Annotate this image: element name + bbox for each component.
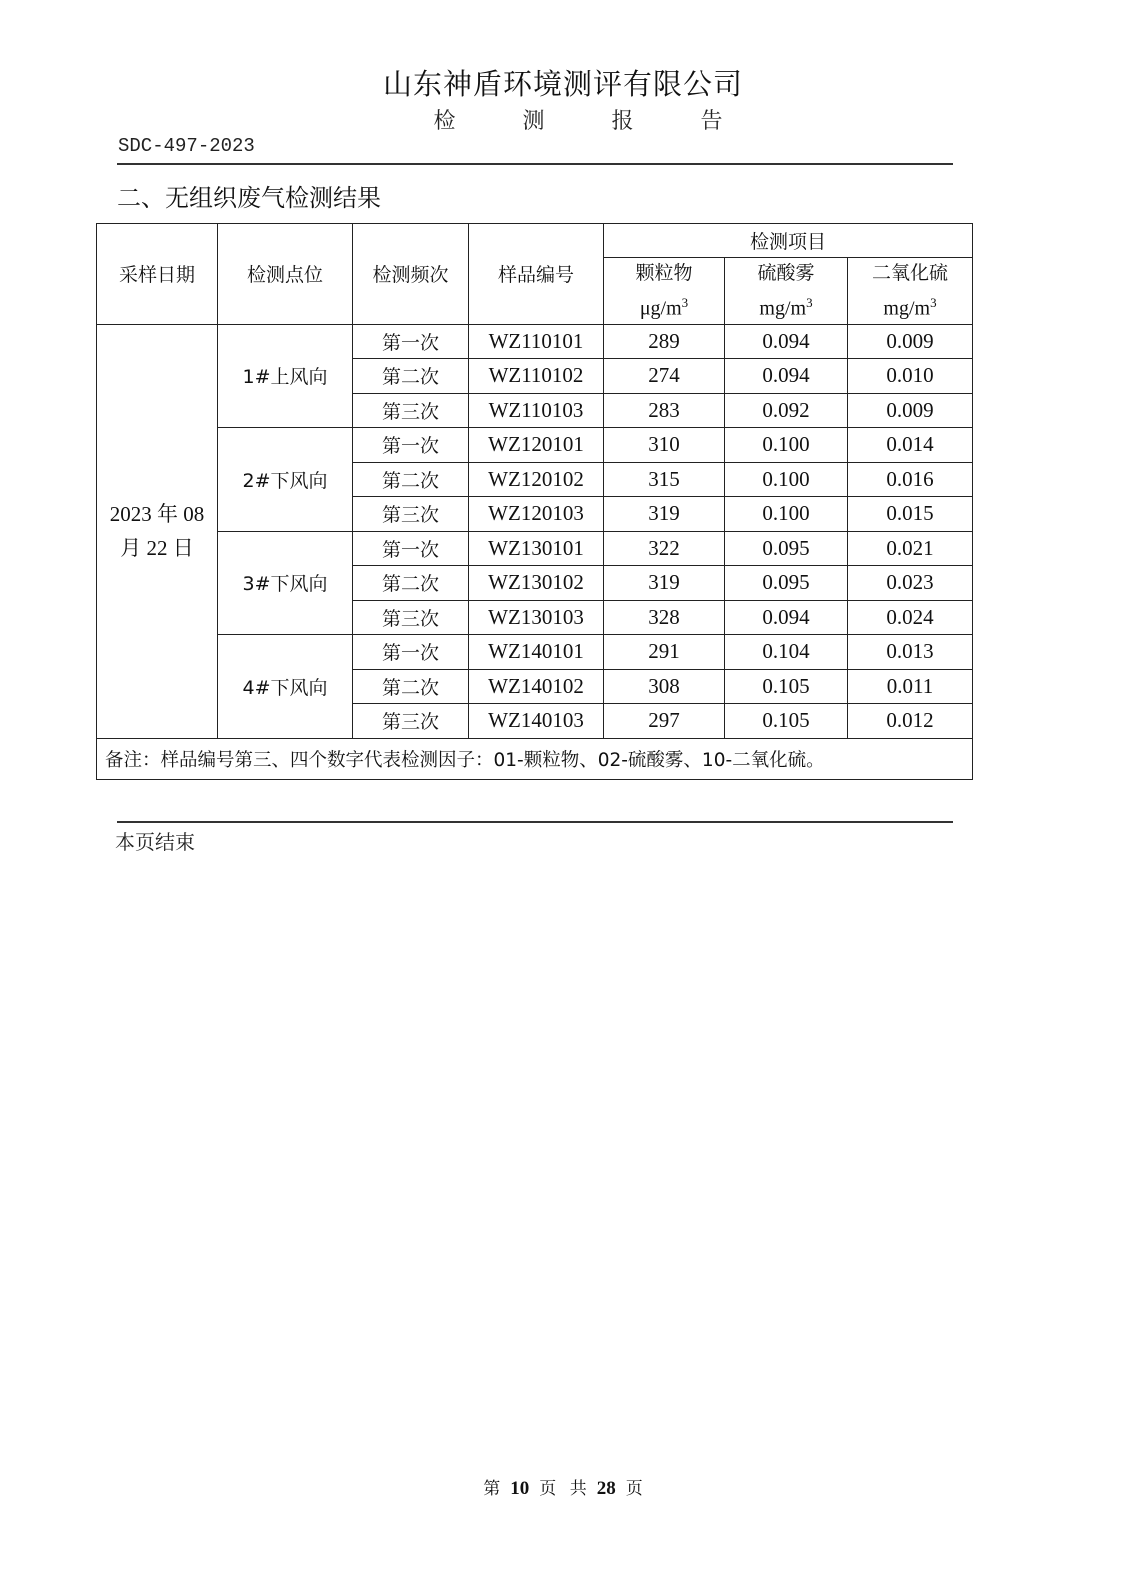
sample-id-cell: WZ140103 — [469, 704, 604, 739]
particulate-cell: 289 — [604, 324, 725, 359]
sampling-date-cell: 2023 年 08 月 22 日 — [97, 324, 218, 738]
sulfur-dioxide-cell: 0.012 — [848, 704, 973, 739]
sulfur-dioxide-cell: 0.009 — [848, 393, 973, 428]
particulate-cell: 297 — [604, 704, 725, 739]
header-frequency: 检测频次 — [353, 224, 469, 325]
frequency-cell: 第一次 — [353, 324, 469, 359]
total-pages: 28 — [596, 1478, 616, 1499]
frequency-cell: 第一次 — [353, 531, 469, 566]
particulate-cell: 322 — [604, 531, 725, 566]
frequency-cell: 第二次 — [353, 462, 469, 497]
sulfuric-acid-mist-cell: 0.094 — [725, 324, 848, 359]
particulate-cell: 283 — [604, 393, 725, 428]
header-particulate-unit: $\mu g/m^3$ — [639, 295, 689, 320]
header-sulfur-dioxide-unit: $mg/m^3$ — [883, 295, 937, 320]
header-sulfuric-acid-mist — [725, 258, 848, 325]
frequency-cell: 第三次 — [353, 497, 469, 532]
page-end-marker: 本页结束 — [115, 830, 195, 854]
sulfur-dioxide-cell: 0.011 — [848, 669, 973, 704]
sulfuric-acid-mist-cell: 0.095 — [725, 531, 848, 566]
current-page: 10 — [510, 1478, 530, 1499]
sulfuric-acid-mist-cell: 0.094 — [725, 359, 848, 394]
sample-id-cell: WZ130102 — [469, 566, 604, 601]
table-row — [97, 324, 973, 359]
company-name: 山东神盾环境测评有限公司 — [382, 67, 743, 101]
footer-divider — [117, 821, 953, 823]
sample-id-cell: WZ140101 — [469, 635, 604, 670]
header-particulate — [604, 258, 725, 325]
sulfur-dioxide-cell: 0.023 — [848, 566, 973, 601]
sample-id-cell: WZ120103 — [469, 497, 604, 532]
sample-id-cell: WZ130103 — [469, 600, 604, 635]
particulate-cell: 315 — [604, 462, 725, 497]
header-sulfuric-acid-mist-name: 硫酸雾 — [757, 262, 815, 284]
frequency-cell: 第一次 — [353, 428, 469, 463]
page-number-footer: 第 10 页 共 28 页 — [483, 1478, 643, 1499]
table-note: 备注：样品编号第三、四个数字代表检测因子：01-颗粒物、02-硫酸雾、10-二氧化硫。 — [97, 738, 973, 779]
particulate-cell: 274 — [604, 359, 725, 394]
frequency-cell: 第二次 — [353, 669, 469, 704]
header-sulfur-dioxide-name: 二氧化硫 — [871, 262, 948, 284]
frequency-cell: 第三次 — [353, 704, 469, 739]
location-cell: 3#下风向 — [218, 531, 353, 635]
sulfuric-acid-mist-cell: 0.100 — [725, 462, 848, 497]
frequency-cell: 第一次 — [353, 635, 469, 670]
results-table — [96, 223, 973, 780]
location-cell: 2#下风向 — [218, 428, 353, 532]
report-title: 检 测 报 告 — [433, 109, 753, 134]
particulate-cell: 310 — [604, 428, 725, 463]
sulfuric-acid-mist-cell: 0.100 — [725, 497, 848, 532]
sulfuric-acid-mist-cell: 0.105 — [725, 669, 848, 704]
particulate-cell: 308 — [604, 669, 725, 704]
particulate-cell: 319 — [604, 566, 725, 601]
sulfur-dioxide-cell: 0.015 — [848, 497, 973, 532]
table-row — [97, 635, 973, 670]
sulfur-dioxide-cell: 0.016 — [848, 462, 973, 497]
frequency-cell: 第三次 — [353, 393, 469, 428]
sulfur-dioxide-cell: 0.013 — [848, 635, 973, 670]
header-sampling-date: 采样日期 — [97, 224, 218, 325]
sulfuric-acid-mist-cell: 0.104 — [725, 635, 848, 670]
particulate-cell: 319 — [604, 497, 725, 532]
sulfur-dioxide-cell: 0.009 — [848, 324, 973, 359]
table-row — [97, 531, 973, 566]
sulfur-dioxide-cell: 0.010 — [848, 359, 973, 394]
sample-id-cell: WZ120102 — [469, 462, 604, 497]
header-sample-id: 样品编号 — [469, 224, 604, 325]
frequency-cell: 第三次 — [353, 600, 469, 635]
sulfur-dioxide-cell: 0.021 — [848, 531, 973, 566]
sample-id-cell: WZ110101 — [469, 324, 604, 359]
location-cell: 4#下风向 — [218, 635, 353, 739]
header-particulate-name: 颗粒物 — [635, 262, 693, 284]
location-cell: 1#上风向 — [218, 324, 353, 428]
table-row — [97, 428, 973, 463]
sulfuric-acid-mist-cell: 0.094 — [725, 600, 848, 635]
sulfuric-acid-mist-cell: 0.105 — [725, 704, 848, 739]
header-sulfur-dioxide — [848, 258, 973, 325]
sulfuric-acid-mist-cell: 0.100 — [725, 428, 848, 463]
header-test-items: 检测项目 — [604, 224, 973, 258]
frequency-cell: 第二次 — [353, 359, 469, 394]
particulate-cell: 291 — [604, 635, 725, 670]
header-location: 检测点位 — [218, 224, 353, 325]
sulfuric-acid-mist-cell: 0.092 — [725, 393, 848, 428]
sample-id-cell: WZ110102 — [469, 359, 604, 394]
frequency-cell: 第二次 — [353, 566, 469, 601]
sulfur-dioxide-cell: 0.014 — [848, 428, 973, 463]
header-divider — [117, 163, 953, 165]
sample-id-cell: WZ120101 — [469, 428, 604, 463]
header-sulfuric-acid-mist-unit: $mg/m^3$ — [759, 295, 813, 320]
sample-id-cell: WZ110103 — [469, 393, 604, 428]
sulfur-dioxide-cell: 0.024 — [848, 600, 973, 635]
section-title: 二、无组织废气检测结果 — [117, 184, 381, 212]
particulate-cell: 328 — [604, 600, 725, 635]
sample-id-cell: WZ140102 — [469, 669, 604, 704]
sample-id-cell: WZ130101 — [469, 531, 604, 566]
report-number: SDC-497-2023 — [118, 135, 255, 157]
sulfuric-acid-mist-cell: 0.095 — [725, 566, 848, 601]
